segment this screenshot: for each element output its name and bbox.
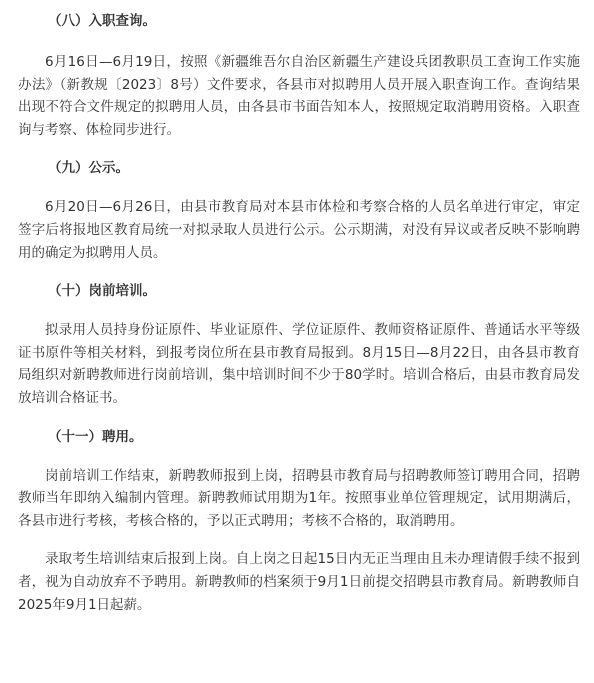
section-heading-10: （十）岗前培训。: [48, 283, 156, 300]
section-11-paragraph-1: 岗前培训工作结束，新聘教师报到上岗，招聘县市教育局与招聘教师签订聘用合同，招聘教师当年即纳入编制内管理。新聘教师试用期为1年。按照事业单位管理规定，试用期满后，各县市进行考核，考核合格的，予以正式聘用；考核不合格的，取消聘用。: [18, 467, 580, 529]
section-8-paragraph: 6月16日—6月19日，按照《新疆维吾尔自治区新疆生产建设兵团教职员工查询工作实施办法》（新教规〔2023〕8号）文件要求，各县市对拟聘用人员开展入职查询工作。查询结果出现不符合文件规定的拟聘用人员，由各县市书面告知本人，按照规定取消聘用资格。入职查询与考察、体检同步进行。: [18, 54, 580, 138]
section-heading-9: （九）公示。: [48, 160, 129, 177]
section-10-paragraph: 拟录用人员持身份证原件、毕业证原件、学位证原件、教师资格证原件、普通话水平等级证书原件等相关材料，到报考岗位所在县市教育局报到。8月15日—8月22日，由各县市教育局组织对新聘教师进行岗前培训，集中培训时间不少于80学时。培训合格后，由县市教育局发放培训合格证书。: [18, 322, 580, 406]
section-heading-8: （八）入职查询。: [48, 13, 156, 29]
section-heading-11: （十一）聘用。: [48, 428, 143, 445]
section-9-paragraph: 6月20日—6月26日，由县市教育局对本县市体检和考察合格的人员名单进行审定，审定签字后将报地区教育局统一对拟录取人员进行公示。公示期满，对没有异议或者反映不影响聘用的确定为拟聘用人员。: [18, 199, 580, 261]
section-11-paragraph-2: 录取考生培训结束后报到上岗。自上岗之日起15日内无正当理由且未办理请假手续不报到者，视为自动放弃不予聘用。新聘教师的档案须于9月1日前提交招聘县市教育局。新聘教师自2025年9月1日起薪。: [18, 551, 580, 613]
